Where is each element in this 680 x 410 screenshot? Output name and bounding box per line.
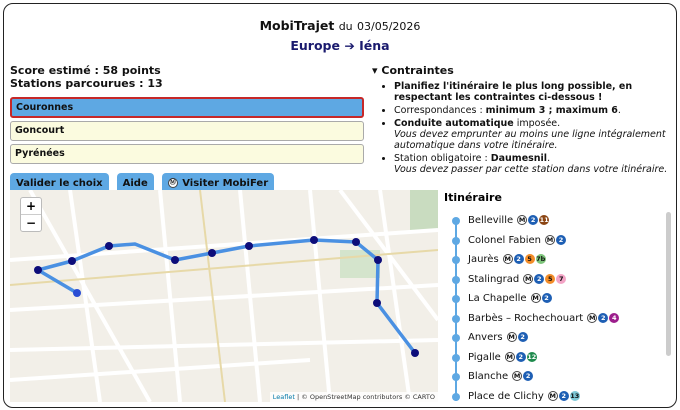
line-badges: [512, 371, 534, 382]
map-attribution: Leaflet | © OpenStreetMap contributors © CARTO: [270, 392, 438, 402]
station-marker[interactable]: [310, 236, 318, 244]
metro-icon: M: [525, 274, 532, 283]
zoom-control: [20, 197, 42, 232]
validate-button[interactable]: Valider le choix: [10, 173, 109, 194]
line-badges: [587, 313, 620, 324]
station-dot-icon: [452, 354, 460, 362]
station-name: [468, 254, 547, 265]
left-panel: [10, 64, 366, 195]
score-estimate: Score estimé : 58 points: [10, 64, 161, 77]
station-name: [468, 371, 534, 382]
station-marker[interactable]: [73, 289, 81, 297]
station-name: [468, 235, 567, 246]
station-marker[interactable]: [373, 299, 381, 307]
station-name: [468, 352, 538, 363]
station-dot-icon: [452, 334, 460, 342]
line-badge: 13: [570, 391, 580, 400]
line-badge: 7: [556, 274, 566, 284]
leaflet-link[interactable]: Leaflet: [272, 393, 295, 401]
metro-icon: M: [589, 313, 596, 322]
itinerary-scrollbar[interactable]: [666, 212, 671, 356]
metro-icon: M: [513, 372, 521, 380]
line-badge: 2: [528, 215, 538, 225]
station-marker[interactable]: [374, 256, 382, 264]
metro-icon: M: [508, 333, 515, 341]
line-badges: [503, 254, 547, 265]
line-badge: 7b: [536, 255, 546, 263]
station-label: Pigalle: [468, 351, 501, 363]
line-badge: 2: [556, 235, 566, 245]
station-marker[interactable]: [411, 349, 419, 357]
line-badges: [505, 352, 538, 363]
line-badges: [545, 235, 567, 246]
station-dot-icon: [452, 276, 460, 284]
line-badge: 2: [523, 371, 533, 381]
station-marker[interactable]: [68, 257, 76, 265]
line-badge: 2: [514, 254, 524, 264]
date-prefix: du: [338, 20, 353, 33]
station-label: Blanche: [468, 371, 509, 382]
metro-icon: M: [546, 235, 554, 244]
line-badge: 2: [542, 293, 552, 303]
app-title: MobiTrajet: [259, 18, 335, 33]
station-name: [468, 274, 567, 285]
line-badge: 2: [516, 352, 526, 362]
line-badge: 2: [559, 391, 569, 401]
line-badges: [523, 274, 567, 285]
constraint-transfers: • Correspondances : minimum 3 ; maximum 6.: [394, 105, 670, 116]
constraint-station: • Station obligatoire : Daumesnil. Vous devez passer par cette station dans votre itinéraire.: [394, 153, 670, 175]
metro-icon: Ⓜ: [169, 179, 176, 186]
station-dot-icon: [452, 256, 460, 264]
line-badge: 12: [527, 352, 537, 361]
line-badge: 11: [539, 216, 549, 224]
station-marker[interactable]: [245, 242, 253, 250]
line-badge: 5: [545, 274, 555, 284]
station-dot-icon: [452, 217, 460, 225]
station-input-2[interactable]: Goncourt: [10, 121, 364, 141]
line-badge: 2: [534, 274, 544, 284]
station-label: La Chapelle: [468, 293, 527, 304]
metro-icon: M: [532, 294, 539, 302]
header: [4, 18, 676, 53]
station-marker[interactable]: [208, 249, 216, 257]
metro-icon: M: [518, 216, 526, 224]
station-dot-icon: [452, 237, 460, 245]
line-badge: 5: [525, 254, 535, 264]
station-marker[interactable]: [105, 242, 113, 250]
station-label: Jaurès: [468, 254, 499, 265]
app-window: [3, 3, 677, 408]
station-dot-icon: [452, 315, 460, 323]
station-name: [468, 293, 553, 304]
station-name: [468, 313, 620, 324]
map-canvas: [10, 190, 438, 402]
visit-mobifer-button[interactable]: Ⓜ Visiter MobiFer: [162, 173, 274, 194]
station-label: Belleville: [468, 215, 514, 226]
itinerary-title: Itinéraire: [444, 191, 502, 204]
stations-count: Stations parcourues : 13: [10, 77, 163, 90]
station-marker[interactable]: [34, 266, 42, 274]
constraints-header[interactable]: ▾ Contraintes: [372, 64, 454, 77]
line-badges: [507, 332, 529, 343]
park-area: [340, 250, 380, 278]
station-dot-icon: [452, 295, 460, 303]
constraint-goal: • Planifiez l'itinéraire le plus long possible, en respectant les contraintes ci-dessous !: [394, 81, 670, 103]
line-badges: [517, 215, 550, 226]
itinerary-panel: [444, 191, 674, 406]
metro-icon: M: [506, 352, 514, 361]
station-name: [468, 391, 581, 402]
station-input-3[interactable]: Pyrénées: [10, 144, 364, 164]
constraints-panel: [372, 64, 670, 177]
collapse-toggle-icon: ▾: [372, 64, 378, 77]
station-name: [468, 332, 529, 343]
station-dot-icon: [452, 393, 460, 401]
date: 03/05/2026: [357, 20, 421, 33]
station-name: [468, 215, 550, 226]
station-marker[interactable]: [352, 238, 360, 246]
station-dot-icon: [452, 373, 460, 381]
park-area: [410, 190, 438, 230]
line-badges: [548, 391, 581, 402]
station-label: Colonel Fabien: [468, 234, 542, 246]
metro-icon: M: [549, 391, 556, 400]
route-title: Europe ➔ Iéna: [290, 38, 390, 53]
zoom-in-button[interactable]: +: [25, 199, 37, 213]
constraints-list: [372, 81, 670, 175]
map-view[interactable]: [10, 190, 438, 402]
line-badge: 2: [518, 332, 528, 342]
line-badge: 2: [598, 313, 608, 323]
constraint-automatic: • Conduite automatique imposée. Vous devez emprunter au moins une ligne intégralement automatique dans votre itinéraire.: [394, 118, 670, 151]
zoom-out-button[interactable]: −: [21, 214, 41, 231]
station-label: Place de Clichy: [468, 390, 544, 402]
station-input-1[interactable]: Couronnes: [10, 97, 364, 118]
station-marker[interactable]: [171, 256, 179, 264]
station-label: Barbès – Rochechouart: [468, 312, 584, 324]
line-badges: [531, 293, 553, 304]
station-label: Anvers: [468, 332, 503, 343]
help-button[interactable]: Aide: [117, 173, 154, 194]
station-label: Stalingrad: [468, 273, 520, 285]
metro-icon: M: [504, 255, 511, 263]
line-badge: 4: [609, 313, 619, 323]
